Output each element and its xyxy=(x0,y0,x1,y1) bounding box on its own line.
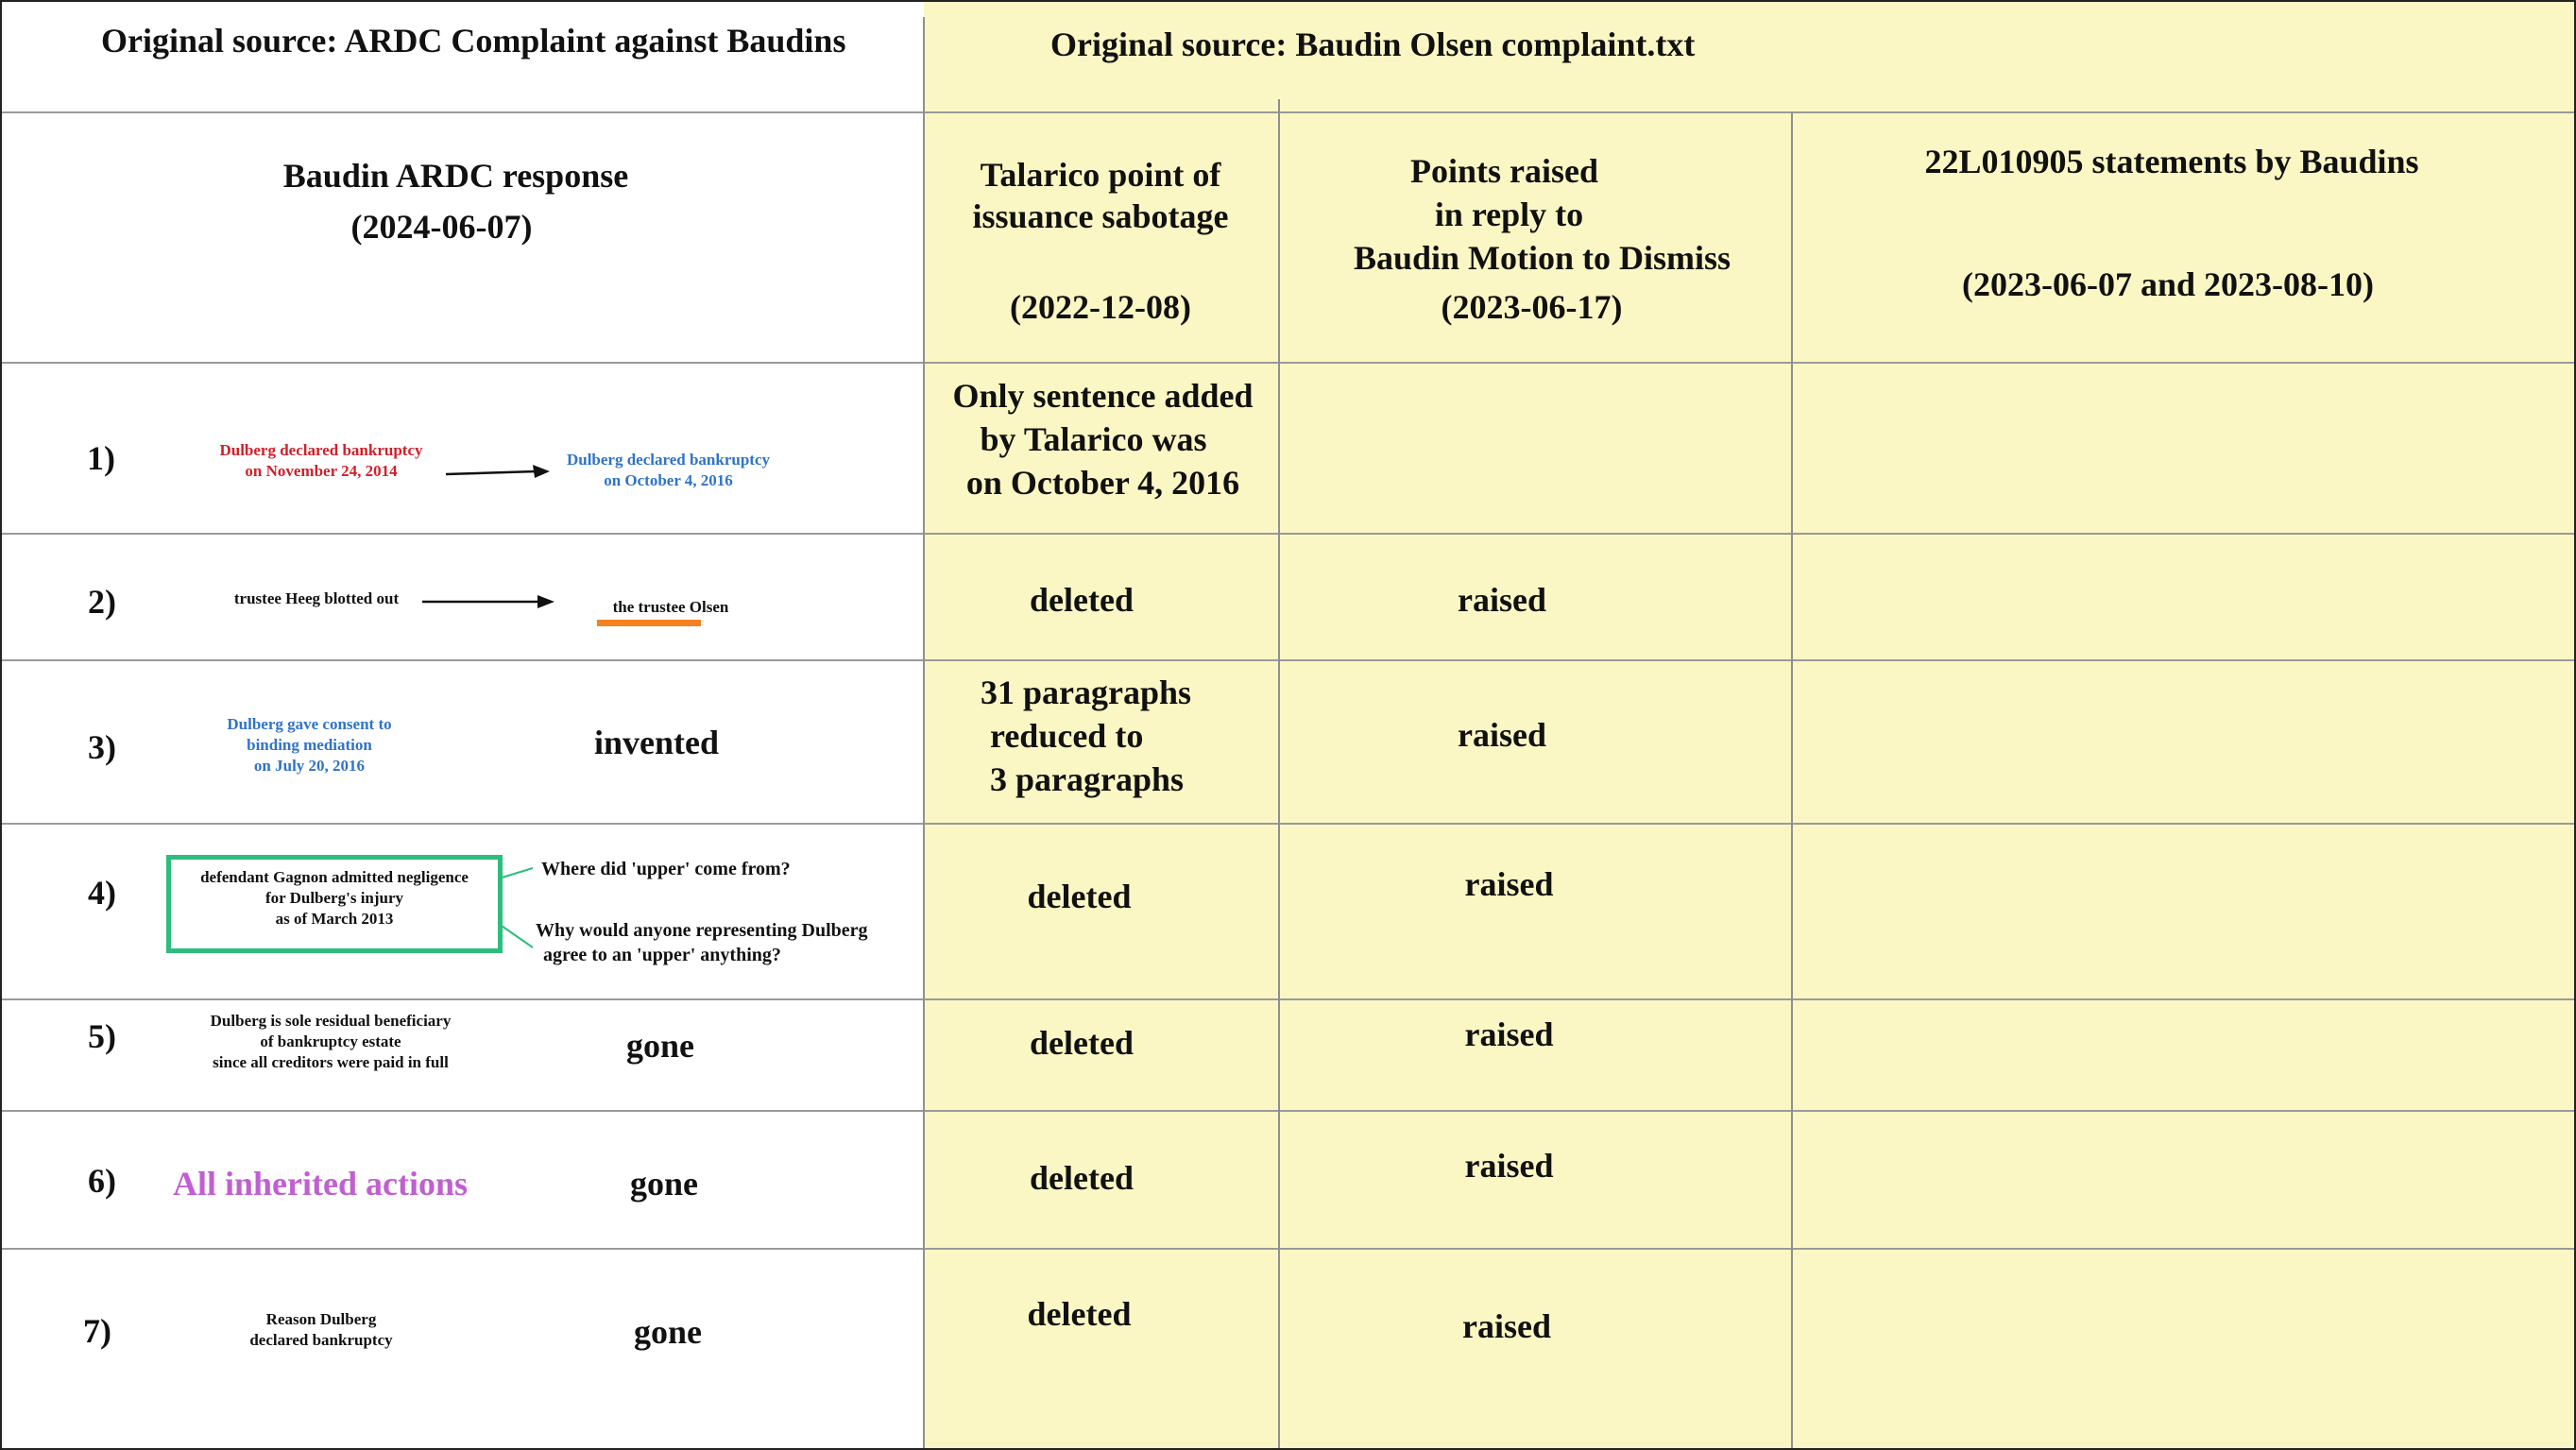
header-line: Baudin ARDC response xyxy=(282,157,629,195)
row-1-left-text xyxy=(198,440,444,482)
row-5-right-text: gone xyxy=(626,1027,694,1065)
row-4-note-1: Where did 'upper' come from? xyxy=(541,859,791,879)
text-line: on October 4, 2016 xyxy=(604,471,733,489)
text-line: on October 4, 2016 xyxy=(965,464,1240,502)
divider xyxy=(0,823,2576,825)
text-line: Dulberg gave consent to xyxy=(227,715,392,733)
text-line: Only sentence added xyxy=(952,377,1254,415)
text-line: for Dulberg's injury xyxy=(264,889,404,907)
points-column-header xyxy=(1280,149,1804,329)
divider xyxy=(0,111,2576,113)
text-line: 31 paragraphs xyxy=(981,674,1192,711)
row-6-left-text: All inherited actions xyxy=(173,1165,468,1203)
row-7-talarico: deleted xyxy=(1027,1295,1132,1333)
divider xyxy=(0,1110,2576,1112)
row-number: 6) xyxy=(88,1162,116,1200)
row-number: 1) xyxy=(87,439,115,477)
header-date: (2024-06-07) xyxy=(350,208,533,246)
text-line: Dulberg declared bankruptcy xyxy=(219,441,423,459)
header-date: (2023-06-07 and 2023-08-10) xyxy=(1962,265,2374,303)
row-3-right-text: invented xyxy=(594,724,720,761)
text-line: as of March 2013 xyxy=(275,910,394,928)
row-5-talarico: deleted xyxy=(1030,1024,1134,1062)
text-line: agree to an 'upper' anything? xyxy=(543,945,781,965)
header-line: in reply to xyxy=(1434,196,1584,233)
row-6-talarico: deleted xyxy=(1030,1159,1134,1197)
row-2-talarico: deleted xyxy=(1030,581,1134,619)
text-line: declared bankruptcy xyxy=(249,1331,393,1349)
header-line: 22L010905 statements by Baudins xyxy=(1924,143,2419,180)
text-line: binding mediation xyxy=(247,736,372,754)
row-5-points: raised xyxy=(1464,1015,1554,1053)
text-line: by Talarico was xyxy=(980,420,1207,458)
connector-lines xyxy=(491,855,538,949)
row-number: 4) xyxy=(88,874,116,912)
row-3-left-text xyxy=(189,714,430,776)
row-number: 5) xyxy=(88,1017,116,1055)
arrow-icon xyxy=(444,463,553,482)
text-line: Why would anyone representing Dulberg xyxy=(536,920,868,941)
row-3-talarico xyxy=(926,671,1280,801)
row-2-points: raised xyxy=(1458,581,1546,619)
text-line: reduced to xyxy=(990,717,1144,755)
statements-column-header xyxy=(1795,140,2569,306)
divider xyxy=(0,533,2576,535)
header-line: issuance sabotage xyxy=(972,197,1229,235)
divider xyxy=(0,362,2576,364)
text-line: of bankruptcy estate xyxy=(260,1032,401,1050)
divider xyxy=(0,659,2576,661)
row-4-talarico: deleted xyxy=(1027,878,1132,915)
row-2-right-text: the trustee Olsen xyxy=(612,598,729,616)
header-line: Points raised xyxy=(1409,152,1598,190)
text-line: Dulberg is sole residual beneficiary xyxy=(210,1012,452,1030)
arrow-icon xyxy=(420,591,557,612)
row-1-talarico xyxy=(926,374,1280,504)
row-number: 2) xyxy=(88,583,116,621)
row-7-left-text xyxy=(217,1309,425,1351)
header-line: Baudin Motion to Dismiss xyxy=(1353,239,1732,277)
text-line: Reason Dulberg xyxy=(265,1310,377,1328)
row-7-points: raised xyxy=(1462,1307,1551,1345)
row-2-left-text: trustee Heeg blotted out xyxy=(233,589,400,607)
text-line: on November 24, 2014 xyxy=(245,462,398,480)
row-5-left-text xyxy=(189,1011,472,1073)
row-4-note-2 xyxy=(536,918,868,967)
header-date: (2023-06-17) xyxy=(1441,288,1623,326)
text-line: defendant Gagnon admitted negligence xyxy=(200,868,469,886)
text-line: 3 paragraphs xyxy=(990,760,1185,798)
row-3-points: raised xyxy=(1458,716,1546,754)
row-7-right-text: gone xyxy=(634,1313,702,1351)
row-number: 7) xyxy=(83,1312,111,1350)
row-6-right-text: gone xyxy=(630,1165,698,1203)
row-1-right-text xyxy=(548,450,789,491)
row-6-points: raised xyxy=(1464,1147,1554,1185)
text-line: since all creditors were paid in full xyxy=(213,1053,449,1071)
row-4-box-text xyxy=(171,867,498,930)
right-source-header: Original source: Baudin Olsen complaint.txt xyxy=(1050,26,1696,63)
left-source-header: Original source: ARDC Complaint against Baudins xyxy=(101,22,846,60)
orange-underline xyxy=(597,620,701,626)
row-number: 3) xyxy=(88,728,116,766)
divider xyxy=(0,998,2576,1000)
header-date: (2022-12-08) xyxy=(1010,288,1191,326)
ardc-column-header xyxy=(189,154,723,248)
text-line: on July 20, 2016 xyxy=(253,757,366,775)
row-4-points: raised xyxy=(1464,865,1554,903)
column-divider xyxy=(923,17,925,1450)
divider xyxy=(0,1248,2576,1250)
header-line: Talarico point of xyxy=(980,156,1221,194)
text-line: Dulberg declared bankruptcy xyxy=(566,451,771,469)
